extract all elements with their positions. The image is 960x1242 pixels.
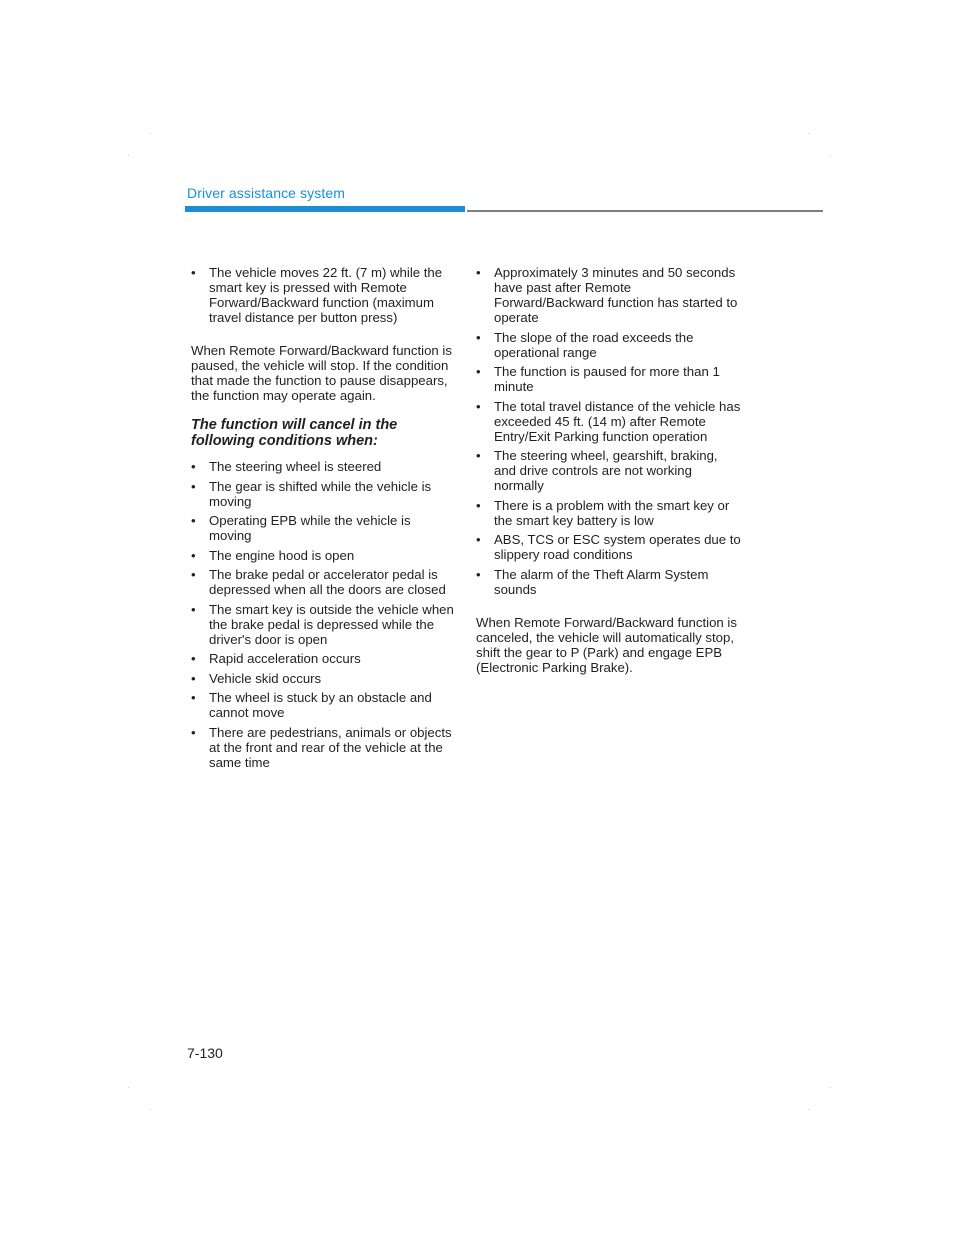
list-item: [191, 265, 456, 325]
list-item: [476, 532, 741, 562]
list-item-text: Vehicle skid occurs: [209, 670, 322, 686]
page-number: 7-130: [187, 1045, 223, 1061]
list-item-text: The alarm of the Theft Alarm System sounds: [494, 566, 709, 597]
list-item-text: The function is paused for more than 1 minute: [494, 364, 720, 394]
list-item-text: The steering wheel is steered: [209, 459, 382, 474]
left-column: [191, 265, 456, 774]
bullet-icon: •: [191, 459, 196, 474]
list-item: [191, 602, 456, 647]
list-item: [191, 725, 456, 770]
bullet-icon: •: [191, 601, 196, 617]
list-item-text: The brake pedal or accelerator pedal is depressed when all the doors are closed: [209, 567, 446, 597]
paused-paragraph: When Remote Forward/Backward function is paused, the vehicle will stop. If the condition that made the function to pause disappears, the function may operate again.: [191, 343, 452, 403]
bullet-icon: •: [191, 513, 196, 528]
crop-mark: [830, 1087, 831, 1088]
list-item: [191, 513, 456, 543]
bullet-icon: •: [191, 651, 196, 666]
section-title: Driver assistance system: [187, 185, 345, 201]
bullet-icon: •: [191, 265, 196, 280]
canceled-paragraph: When Remote Forward/Backward function is canceled, the vehicle will automatically stop, shift the gear to P (Park) and engage EPB (Electronic Parking Brake).: [476, 614, 737, 675]
bullet-icon: •: [476, 566, 481, 582]
list-item: [191, 479, 456, 509]
bullet-icon: •: [476, 329, 481, 345]
list-item-text: There is a problem with the smart key or the smart key battery is low: [494, 497, 730, 528]
list-item-text: There are pedestrians, animals or objects at the front and rear of the vehicle at the same time: [209, 724, 452, 770]
bullet-icon: •: [191, 670, 196, 686]
bullet-icon: •: [476, 532, 481, 547]
list-item-text: Rapid acceleration occurs: [209, 651, 361, 666]
crop-mark: [808, 133, 809, 134]
bullet-icon: •: [191, 724, 196, 740]
list-item: [476, 399, 741, 444]
header-accent-bar: [185, 206, 465, 212]
list-item-text: Approximately 3 minutes and 50 seconds have past after Remote Forward/Backward function has started to operate: [494, 265, 738, 325]
list-item-text: The smart key is outside the vehicle when the brake pedal is depressed while the driver's door is open: [209, 601, 454, 647]
list-item-text: The wheel is stuck by an obstacle and cannot move: [209, 690, 432, 720]
list-item-text: ABS, TCS or ESC system operates due to slippery road conditions: [494, 532, 741, 562]
list-item: [191, 651, 456, 666]
list-item: [191, 567, 456, 597]
bullet-icon: •: [191, 547, 196, 563]
crop-mark: [150, 1109, 151, 1110]
list-item: [476, 265, 741, 325]
list-item: [476, 364, 741, 394]
crop-mark: [830, 155, 831, 156]
list-item: [191, 671, 456, 686]
list-item: [191, 548, 456, 563]
list-item-text: The total travel distance of the vehicle has exceeded 45 ft. (14 m) after Remote Entry/Exit Parking function operation: [494, 398, 741, 444]
list-item-text: Operating EPB while the vehicle is moving: [209, 513, 411, 543]
list-item-text: The engine hood is open: [209, 547, 355, 563]
crop-mark: [150, 133, 151, 134]
list-item: [476, 498, 741, 528]
bullet-icon: •: [476, 448, 481, 463]
list-item-text: The gear is shifted while the vehicle is moving: [209, 478, 432, 509]
header-rule: [467, 210, 823, 212]
list-item: [476, 448, 741, 493]
crop-mark: [128, 1087, 129, 1088]
bullet-icon: •: [191, 690, 196, 705]
crop-mark: [808, 1109, 809, 1110]
list-item: [191, 690, 456, 720]
bullet-icon: •: [476, 497, 481, 513]
cancel-bullet-list-continued: [476, 265, 741, 597]
list-item-text: The slope of the road exceeds the operational range: [494, 329, 694, 360]
list-item-text: The steering wheel, gearshift, braking, and drive controls are not working normally: [494, 448, 718, 493]
bullet-icon: •: [476, 265, 481, 280]
bullet-icon: •: [191, 567, 196, 582]
bullet-icon: •: [191, 478, 196, 494]
crop-mark: [128, 155, 129, 156]
right-column: [476, 265, 741, 675]
list-item: [191, 459, 456, 474]
bullet-icon: •: [476, 398, 481, 414]
bullet-icon: •: [476, 364, 481, 379]
cancel-bullet-list: [191, 459, 456, 770]
list-item-text: The vehicle moves 22 ft. (7 m) while the smart key is pressed with Remote Forward/Backward function (maximum travel distance per button press): [209, 265, 443, 325]
cancel-conditions-heading: The function will cancel in the following conditions when:: [191, 417, 398, 449]
list-item: [476, 330, 741, 360]
top-bullet-list: [191, 265, 456, 325]
list-item: [476, 567, 741, 597]
